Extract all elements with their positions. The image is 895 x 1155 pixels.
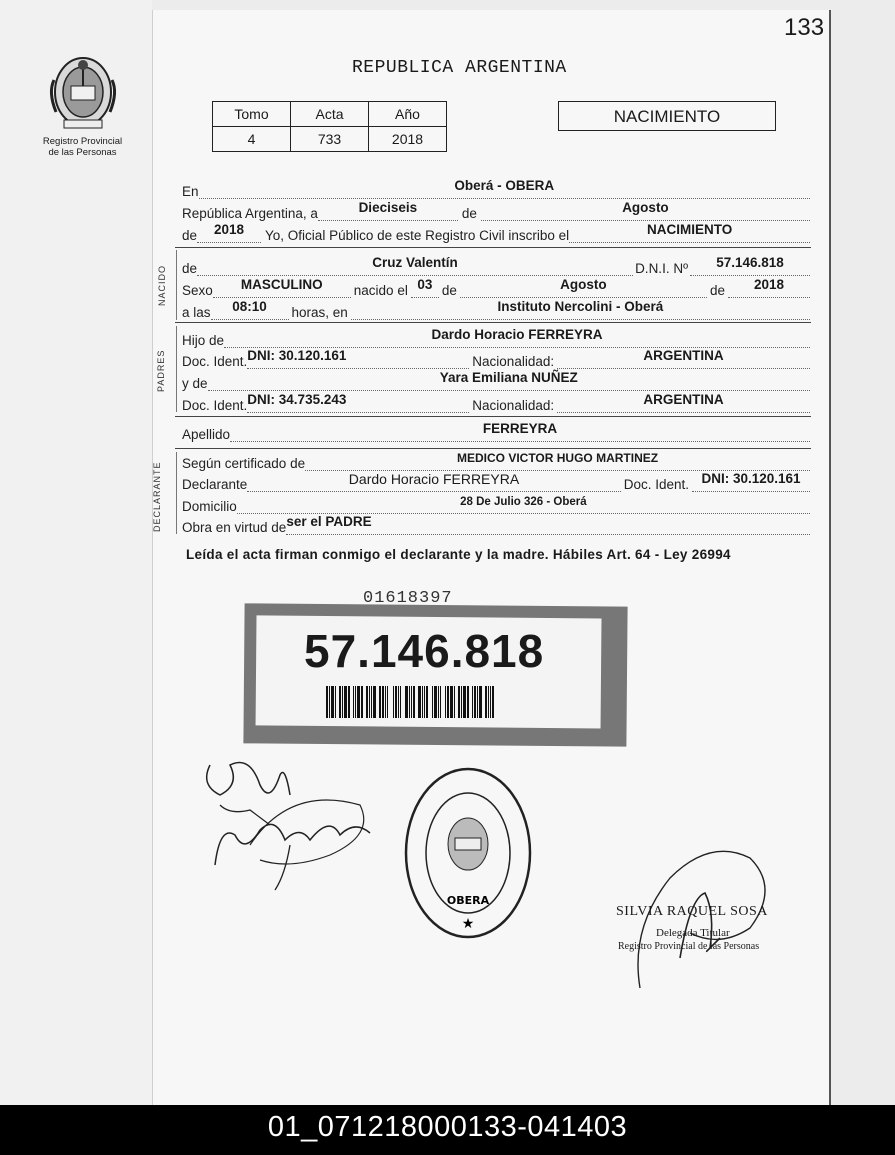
barcode-bar <box>395 686 397 718</box>
row-obra <box>182 514 810 535</box>
barcode-bar <box>405 686 408 718</box>
label-nacido: nacido el <box>353 283 408 298</box>
barcode-bar <box>445 686 446 718</box>
barcode-bar <box>344 686 347 718</box>
section-divider-padres <box>175 322 811 323</box>
acta-type-box: NACIMIENTO <box>558 101 776 131</box>
label-a-las: a las <box>182 305 211 320</box>
barcode-bar <box>483 686 484 718</box>
value-tipo: NACIMIENTO <box>646 222 733 237</box>
barcode-bar <box>411 686 412 718</box>
barcode-icon <box>326 686 495 718</box>
value-madre-nac: ARGENTINA <box>643 392 724 407</box>
logo-caption-line2: de las Personas <box>48 147 117 158</box>
value-acta: 733 <box>291 127 369 152</box>
row-domicilio <box>182 496 810 514</box>
closing-note: Leída el acta firman conmigo el declarante y la madre. Hábiles Art. 64 - Ley 26994 <box>186 547 731 562</box>
barcode-bar <box>442 686 444 718</box>
barcode-bar <box>467 686 469 718</box>
logo-caption-line1: Registro Provincial <box>42 136 123 147</box>
barcode-bar <box>366 686 368 718</box>
value-domicilio: 28 De Julio 326 - Oberá <box>460 496 587 508</box>
signature-left-icon <box>190 745 380 895</box>
label-de-nombre: de <box>182 261 198 276</box>
country-title: REPUBLICA ARGENTINA <box>352 58 567 78</box>
barcode-bar <box>382 686 384 718</box>
barcode-bar <box>364 686 365 718</box>
barcode-bar <box>351 686 352 718</box>
value-tomo: 4 <box>213 127 291 152</box>
barcode-bar <box>385 686 386 718</box>
barcode-bar <box>450 686 453 718</box>
barcode-bar <box>458 686 460 718</box>
label-declarante: Declarante <box>182 477 248 492</box>
barcode-bar <box>418 686 421 718</box>
barcode-bar <box>456 686 457 718</box>
label-hijo-de: Hijo de <box>182 333 225 348</box>
barcode-bar <box>355 686 356 718</box>
barcode-bar <box>387 686 388 718</box>
value-dni: 57.146.818 <box>716 255 784 270</box>
nacido-side-bar <box>176 250 177 320</box>
value-anio: 2018 <box>214 222 245 237</box>
label-dni: D.N.I. Nº <box>635 261 688 276</box>
barcode-bar <box>402 686 404 718</box>
barcode-bar <box>377 686 378 718</box>
barcode-bar <box>485 686 487 718</box>
barcode-bar <box>413 686 415 718</box>
page-number: 133 <box>784 14 825 41</box>
barcode-bar <box>422 686 423 718</box>
official-office: Registro Provincial de las Personas <box>618 941 760 952</box>
province-emblem-icon <box>44 50 122 132</box>
barcode-bar <box>474 686 476 718</box>
row-certificado <box>182 453 810 471</box>
seal-city: OBERA <box>446 894 490 907</box>
section-divider-nacido <box>175 247 811 248</box>
label-apellido: Apellido <box>182 427 231 442</box>
label-de-nac-mes: de <box>441 283 457 298</box>
value-madre: Yara Emiliana NUÑEZ <box>439 370 578 385</box>
value-anio: 2018 <box>369 127 447 152</box>
label-de-mes: de <box>461 206 477 221</box>
footer-file-code: 01_071218000133-041403 <box>0 1105 895 1155</box>
barcode-bar <box>400 686 401 718</box>
label-obra: Obra en virtud de <box>182 520 287 535</box>
barcode-bar <box>326 686 328 718</box>
barcode-bar <box>389 686 392 718</box>
label-en: En <box>182 184 199 199</box>
header-tomo: Tomo <box>213 102 291 127</box>
barcode-bar <box>479 686 482 718</box>
barcode-bar <box>379 686 381 718</box>
side-label-nacido: NACIDO <box>157 264 167 306</box>
value-nac-mes: Agosto <box>560 277 607 292</box>
side-label-padres: PADRES <box>156 349 166 392</box>
label-domicilio: Domicilio <box>182 499 237 514</box>
value-nac-dia: 03 <box>417 277 433 292</box>
label-doc-ident-madre: Doc. Ident. <box>182 398 248 413</box>
declarante-side-bar <box>176 452 177 534</box>
barcode-bar <box>369 686 370 718</box>
row-padre-doc <box>182 348 810 369</box>
barcode-bar <box>357 686 360 718</box>
registry-logo <box>30 50 135 158</box>
barcode-bar <box>488 686 489 718</box>
barcode-bar <box>477 686 478 718</box>
barcode-bar <box>424 686 425 718</box>
value-lugar: Oberá - OBERA <box>454 178 555 193</box>
row-padre <box>182 327 810 348</box>
section-divider-apellido <box>175 416 811 417</box>
label-nacionalidad-padre: Nacionalidad: <box>472 354 555 369</box>
barcode-bar <box>454 686 455 718</box>
row-declarante <box>182 471 810 492</box>
row-republica <box>182 200 810 221</box>
official-role: Delegada Titular <box>656 927 730 939</box>
section-divider-declarante <box>175 448 811 449</box>
row-en <box>182 178 810 199</box>
barcode-bar <box>337 686 338 718</box>
value-padre-nac: ARGENTINA <box>643 348 724 363</box>
record-header-row <box>213 102 447 127</box>
signature-official-icon <box>620 838 780 1003</box>
barcode-bar <box>472 686 473 718</box>
barcode-bar <box>429 686 431 718</box>
label-oficial: Yo, Oficial Público de este Registro Civil inscribo el <box>265 228 570 243</box>
row-madre-doc <box>182 392 810 413</box>
value-hora: 08:10 <box>232 299 267 314</box>
barcode-bar <box>331 686 334 718</box>
value-lugar-nac: Instituto Nercolini - Oberá <box>497 299 664 314</box>
header-anio: Año <box>369 102 447 127</box>
barcode-bar <box>492 686 494 718</box>
registry-seal-icon <box>403 766 533 941</box>
label-doc-ident-padre: Doc. Ident. <box>182 354 248 369</box>
value-padre: Dardo Horacio FERREYRA <box>431 327 603 342</box>
barcode-bar <box>361 686 363 718</box>
label-sexo: Sexo <box>182 283 213 298</box>
value-padre-doc: DNI: 30.120.161 <box>247 348 347 363</box>
barcode-bar <box>371 686 372 718</box>
barcode-bar <box>339 686 341 718</box>
barcode-bar <box>434 686 437 718</box>
barcode-bar <box>393 686 394 718</box>
value-obra: ser el PADRE <box>286 514 372 529</box>
record-table <box>212 101 447 152</box>
sticker-serial: 01618397 <box>363 589 453 608</box>
side-label-declarante: DECLARANTE <box>152 461 162 532</box>
value-dia: Dieciseis <box>358 200 418 215</box>
label-horas: horas, en <box>291 305 348 320</box>
record-value-row <box>213 127 447 152</box>
official-name: SILVIA RAQUEL SOSA <box>616 904 768 919</box>
barcode-bar <box>440 686 441 718</box>
label-segun: Según certificado de <box>182 456 306 471</box>
svg-text:★: ★ <box>461 915 475 931</box>
barcode-bar <box>342 686 343 718</box>
label-doc-ident-declarante: Doc. Ident. <box>623 477 689 492</box>
barcode-bar <box>398 686 399 718</box>
barcode-bar <box>329 686 330 718</box>
value-declarante-doc: DNI: 30.120.161 <box>701 471 801 486</box>
sticker-dni-number: 57.146.818 <box>304 625 545 677</box>
barcode-bar <box>438 686 439 718</box>
header-acta: Acta <box>291 102 369 127</box>
label-y-de: y de <box>182 376 208 391</box>
value-apellido: FERREYRA <box>482 421 558 436</box>
label-nacionalidad-madre: Nacionalidad: <box>472 398 555 413</box>
barcode-bar <box>461 686 462 718</box>
value-nac-anio: 2018 <box>753 277 785 292</box>
row-sexo <box>182 277 810 298</box>
value-mes: Agosto <box>622 200 669 215</box>
barcode-bar <box>447 686 449 718</box>
row-madre <box>182 370 810 391</box>
barcode-bar <box>426 686 428 718</box>
barcode-bar <box>432 686 433 718</box>
value-certificado: MEDICO VICTOR HUGO MARTINEZ <box>456 451 659 465</box>
value-sexo: MASCULINO <box>240 277 323 292</box>
padres-side-bar <box>176 326 177 412</box>
row-apellido <box>182 421 810 442</box>
barcode-bar <box>335 686 336 718</box>
value-madre-doc: DNI: 34.735.243 <box>247 392 347 407</box>
barcode-bar <box>470 686 471 718</box>
label-republica: República Argentina, a <box>182 206 318 221</box>
barcode-bar <box>373 686 376 718</box>
barcode-bar <box>463 686 466 718</box>
row-oficial <box>182 222 810 243</box>
left-margin <box>0 0 152 1105</box>
barcode-bar <box>409 686 410 718</box>
label-de-nac-anio: de <box>709 283 725 298</box>
barcode-bar <box>490 686 491 718</box>
barcode-bar <box>348 686 350 718</box>
label-de-anio: de <box>182 228 198 243</box>
barcode-bar <box>353 686 354 718</box>
barcode-bar <box>416 686 417 718</box>
row-nombre <box>182 255 810 276</box>
value-nombre: Cruz Valentín <box>372 255 458 270</box>
value-declarante: Dardo Horacio FERREYRA <box>348 471 520 487</box>
row-hora <box>182 299 810 320</box>
